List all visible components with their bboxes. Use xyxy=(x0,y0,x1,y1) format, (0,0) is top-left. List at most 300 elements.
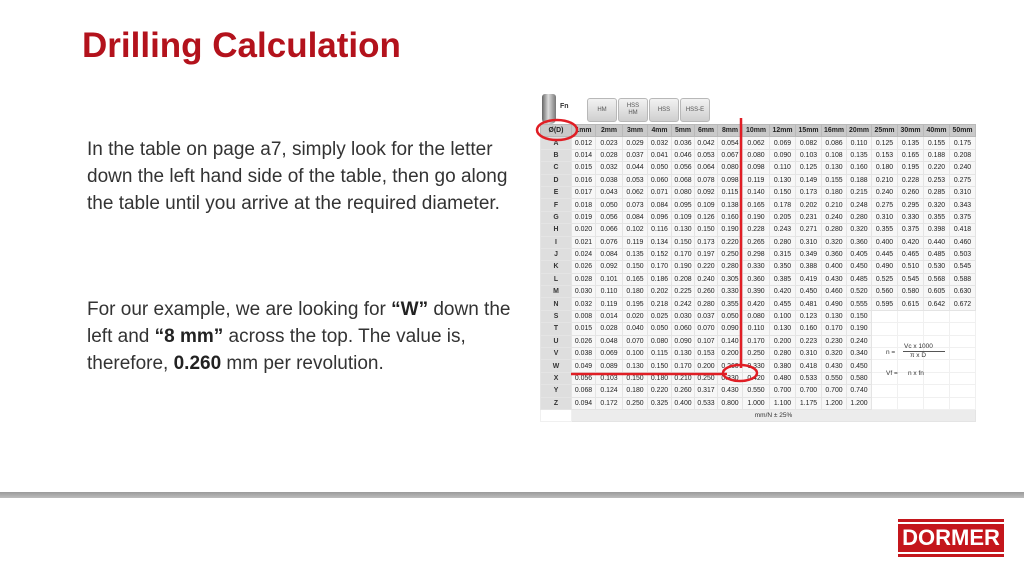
diameter-header: 12mm xyxy=(770,125,796,137)
table-row xyxy=(541,310,976,322)
feed-value-cell: 0.390 xyxy=(743,286,770,298)
feed-value-cell: 0.084 xyxy=(596,248,623,260)
feed-value-cell: 0.430 xyxy=(718,385,743,397)
feed-value-cell: 0.320 xyxy=(822,348,847,360)
feed-value-cell: 0.015 xyxy=(572,323,596,335)
feed-value-cell: 0.123 xyxy=(796,310,822,322)
row-letter: G xyxy=(541,211,572,223)
feed-value-cell: 0.155 xyxy=(924,137,950,149)
feed-value-cell: 0.135 xyxy=(898,137,924,149)
feed-value-cell: 0.038 xyxy=(596,174,623,186)
feed-value-cell: 0.126 xyxy=(695,211,718,223)
table-header-row xyxy=(541,125,976,137)
diameter-header: 1mm xyxy=(572,125,596,137)
feed-value-cell: 0.420 xyxy=(898,236,924,248)
feed-value-cell: 0.056 xyxy=(672,162,695,174)
feed-value-cell: 0.098 xyxy=(743,162,770,174)
empty-cell xyxy=(950,310,976,322)
feed-value-cell: 0.165 xyxy=(898,149,924,161)
row-letter: T xyxy=(541,323,572,335)
feed-value-cell: 0.062 xyxy=(743,137,770,149)
feed-value-cell: 0.125 xyxy=(796,162,822,174)
feed-value-cell: 0.580 xyxy=(898,286,924,298)
feed-value-cell: 0.170 xyxy=(743,335,770,347)
formula-numerator: Vc x 1000 xyxy=(904,343,933,350)
feed-value-cell: 0.032 xyxy=(648,137,672,149)
feed-value-cell: 0.056 xyxy=(596,211,623,223)
feed-value-cell: 0.490 xyxy=(822,298,847,310)
feed-value-cell: 0.021 xyxy=(572,236,596,248)
empty-cell xyxy=(898,310,924,322)
feed-value-cell: 0.110 xyxy=(743,323,770,335)
feed-value-cell: 0.208 xyxy=(672,273,695,285)
feed-value-cell: 0.242 xyxy=(672,298,695,310)
feed-value-cell: 0.349 xyxy=(796,248,822,260)
feed-value-cell: 0.215 xyxy=(847,186,872,198)
feed-value-cell: 1.200 xyxy=(822,397,847,409)
feed-value-cell: 0.605 xyxy=(924,286,950,298)
feed-value-cell: 0.067 xyxy=(718,149,743,161)
feed-value-cell: 0.069 xyxy=(596,348,623,360)
feed-value-cell: 0.545 xyxy=(898,273,924,285)
feed-value-cell: 0.481 xyxy=(796,298,822,310)
feed-value-cell: 0.094 xyxy=(572,397,596,409)
feed-value-cell: 0.330 xyxy=(743,360,770,372)
diameter-header: 4mm xyxy=(648,125,672,137)
feed-value-cell: 0.080 xyxy=(648,335,672,347)
feed-value-cell: 0.260 xyxy=(695,286,718,298)
example-diameter: “8 mm” xyxy=(154,326,224,347)
feed-value-cell: 0.200 xyxy=(770,335,796,347)
feed-value-cell: 0.098 xyxy=(718,174,743,186)
feed-value-cell: 0.029 xyxy=(623,137,648,149)
feed-value-cell: 0.188 xyxy=(847,174,872,186)
feed-value-cell: 0.046 xyxy=(672,149,695,161)
feed-value-cell: 0.020 xyxy=(623,310,648,322)
feed-value-cell: 0.026 xyxy=(572,261,596,273)
empty-cell xyxy=(898,385,924,397)
feed-value-cell: 0.150 xyxy=(770,186,796,198)
feed-value-cell: 0.420 xyxy=(743,372,770,384)
feed-value-cell: 0.155 xyxy=(822,174,847,186)
example-text-1: For our example, we are looking for xyxy=(87,299,392,320)
table-row xyxy=(541,286,976,298)
feed-value-cell: 0.253 xyxy=(924,174,950,186)
feed-value-cell: 0.503 xyxy=(950,248,976,260)
feed-value-cell: 0.050 xyxy=(718,310,743,322)
feed-value-cell: 0.310 xyxy=(796,236,822,248)
feed-value-cell: 0.008 xyxy=(572,310,596,322)
feed-value-cell: 0.280 xyxy=(718,261,743,273)
feed-value-cell: 0.170 xyxy=(672,248,695,260)
feed-value-cell: 0.019 xyxy=(572,211,596,223)
feed-value-cell: 1.175 xyxy=(796,397,822,409)
feed-value-cell: 0.180 xyxy=(623,286,648,298)
row-letter: J xyxy=(541,248,572,260)
row-letter: F xyxy=(541,199,572,211)
feed-value-cell: 0.044 xyxy=(623,162,648,174)
material-tab: HSS-E xyxy=(680,98,710,122)
table-row xyxy=(541,199,976,211)
feed-value-cell: 0.223 xyxy=(796,335,822,347)
feed-value-cell: 0.388 xyxy=(796,261,822,273)
feed-value-cell: 0.520 xyxy=(847,286,872,298)
feed-value-cell: 0.124 xyxy=(596,385,623,397)
feed-value-cell: 0.089 xyxy=(596,360,623,372)
feed-value-cell: 0.285 xyxy=(924,186,950,198)
feed-value-cell: 0.630 xyxy=(950,286,976,298)
feed-value-cell: 0.115 xyxy=(648,348,672,360)
table-footer-row xyxy=(541,409,976,421)
feed-value-cell: 0.130 xyxy=(770,323,796,335)
feed-value-cell: 0.450 xyxy=(796,286,822,298)
feed-value-cell: 0.119 xyxy=(743,174,770,186)
diameter-header: 3mm xyxy=(623,125,648,137)
feed-value-cell: 0.240 xyxy=(847,335,872,347)
feed-value-cell: 0.115 xyxy=(718,186,743,198)
diameter-header: 20mm xyxy=(847,125,872,137)
feed-value-cell: 0.150 xyxy=(623,261,648,273)
feed-value-cell: 0.228 xyxy=(898,174,924,186)
row-letter: B xyxy=(541,149,572,161)
feed-value-cell: 0.250 xyxy=(695,372,718,384)
feed-value-cell: 0.310 xyxy=(796,348,822,360)
table-row xyxy=(541,323,976,335)
feed-value-cell: 0.330 xyxy=(718,286,743,298)
feed-value-cell: 0.053 xyxy=(623,174,648,186)
feed-value-cell: 0.125 xyxy=(872,137,898,149)
feed-value-cell: 0.200 xyxy=(718,348,743,360)
feed-value-cell: 0.325 xyxy=(648,397,672,409)
feed-value-cell: 0.310 xyxy=(872,211,898,223)
example-result-value: 0.260 xyxy=(173,353,222,374)
feed-value-cell: 0.130 xyxy=(770,174,796,186)
feed-value-cell: 0.084 xyxy=(648,199,672,211)
row-letter: Y xyxy=(541,385,572,397)
feed-value-cell: 0.084 xyxy=(623,211,648,223)
feed-value-cell: 0.250 xyxy=(743,348,770,360)
feed-value-cell: 0.101 xyxy=(596,273,623,285)
feed-value-cell: 0.028 xyxy=(596,149,623,161)
row-letter: M xyxy=(541,286,572,298)
feed-value-cell: 0.295 xyxy=(898,199,924,211)
feed-value-cell: 0.090 xyxy=(672,335,695,347)
feed-value-cell: 0.103 xyxy=(796,149,822,161)
table-row xyxy=(541,397,976,409)
feed-value-cell: 0.360 xyxy=(822,248,847,260)
feed-value-cell: 0.130 xyxy=(672,348,695,360)
feed-value-cell: 0.041 xyxy=(648,149,672,161)
feed-value-cell: 0.275 xyxy=(950,174,976,186)
feed-value-cell: 0.450 xyxy=(847,360,872,372)
feed-value-cell: 0.037 xyxy=(695,310,718,322)
feed-value-cell: 0.069 xyxy=(770,137,796,149)
feed-value-cell: 0.068 xyxy=(672,174,695,186)
feed-value-cell: 0.642 xyxy=(924,298,950,310)
feed-value-cell: 0.190 xyxy=(743,211,770,223)
material-tab: HSS xyxy=(649,98,679,122)
feed-value-cell: 0.530 xyxy=(924,261,950,273)
feed-value-cell: 0.385 xyxy=(770,273,796,285)
feed-value-cell: 0.138 xyxy=(718,199,743,211)
feed-value-cell: 0.220 xyxy=(718,236,743,248)
feed-value-cell: 0.180 xyxy=(648,372,672,384)
feed-value-cell: 0.178 xyxy=(770,199,796,211)
feed-value-cell: 0.315 xyxy=(770,248,796,260)
diameter-header: 15mm xyxy=(796,125,822,137)
feed-value-cell: 0.200 xyxy=(695,360,718,372)
row-letter: I xyxy=(541,236,572,248)
diameter-header: 40mm xyxy=(924,125,950,137)
row-letter: D xyxy=(541,174,572,186)
feed-value-cell: 0.450 xyxy=(847,261,872,273)
feed-value-cell: 0.012 xyxy=(572,137,596,149)
feed-value-cell: 0.070 xyxy=(623,335,648,347)
feed-value-cell: 1.100 xyxy=(770,397,796,409)
example-letter-w: “W” xyxy=(391,299,429,320)
diameter-header: 25mm xyxy=(872,125,898,137)
example-text-3: across the top. The value is, therefore, xyxy=(87,326,466,374)
feed-value-cell: 0.195 xyxy=(898,162,924,174)
feed-value-cell: 0.070 xyxy=(695,323,718,335)
feed-value-cell: 0.343 xyxy=(950,199,976,211)
feed-value-cell: 0.108 xyxy=(822,149,847,161)
feed-value-cell: 0.080 xyxy=(672,186,695,198)
feed-value-cell: 0.740 xyxy=(847,385,872,397)
feed-value-cell: 0.672 xyxy=(950,298,976,310)
feed-value-cell: 0.533 xyxy=(796,372,822,384)
empty-cell xyxy=(541,409,572,421)
feed-value-cell: 0.140 xyxy=(743,186,770,198)
feed-value-cell: 0.078 xyxy=(695,174,718,186)
feed-value-cell: 0.130 xyxy=(822,162,847,174)
feed-value-cell: 0.525 xyxy=(872,273,898,285)
empty-cell xyxy=(950,323,976,335)
table-row xyxy=(541,248,976,260)
feed-value-cell: 0.092 xyxy=(596,261,623,273)
feed-value-cell: 0.020 xyxy=(572,224,596,236)
feed-value-cell: 0.048 xyxy=(596,335,623,347)
feed-value-cell: 0.028 xyxy=(572,273,596,285)
feed-value-cell: 0.360 xyxy=(847,236,872,248)
empty-cell xyxy=(924,323,950,335)
feed-value-cell: 0.110 xyxy=(770,162,796,174)
feed-value-cell: 0.240 xyxy=(872,186,898,198)
feed-value-cell: 0.210 xyxy=(872,174,898,186)
feed-value-cell: 0.380 xyxy=(770,360,796,372)
feed-value-cell: 0.400 xyxy=(872,236,898,248)
feed-value-cell: 0.271 xyxy=(796,224,822,236)
feed-value-cell: 0.317 xyxy=(695,385,718,397)
feed-value-cell: 0.545 xyxy=(950,261,976,273)
empty-cell xyxy=(924,310,950,322)
row-letter: W xyxy=(541,360,572,372)
feed-value-cell: 0.220 xyxy=(695,261,718,273)
feed-value-cell: 0.107 xyxy=(695,335,718,347)
feed-value-cell: 0.160 xyxy=(796,323,822,335)
feed-value-cell: 0.320 xyxy=(822,236,847,248)
feed-value-cell: 0.460 xyxy=(950,236,976,248)
feed-value-cell: 0.330 xyxy=(898,211,924,223)
feed-value-cell: 0.310 xyxy=(950,186,976,198)
feed-value-cell: 0.240 xyxy=(822,211,847,223)
feed-value-cell: 0.228 xyxy=(743,224,770,236)
feed-value-cell: 0.028 xyxy=(596,323,623,335)
feed-value-cell: 0.210 xyxy=(672,372,695,384)
feed-value-cell: 0.800 xyxy=(718,397,743,409)
feed-value-cell: 0.090 xyxy=(718,323,743,335)
feed-value-cell: 0.330 xyxy=(718,372,743,384)
fn-label: Fn xyxy=(560,103,569,110)
feed-value-cell: 0.580 xyxy=(847,372,872,384)
feed-value-cell: 0.110 xyxy=(847,137,872,149)
feed-value-cell: 0.420 xyxy=(743,298,770,310)
table-row xyxy=(541,273,976,285)
feed-value-cell: 0.190 xyxy=(847,323,872,335)
table-row xyxy=(541,186,976,198)
material-tab: HM xyxy=(587,98,617,122)
row-letter: E xyxy=(541,186,572,198)
feed-value-cell: 0.700 xyxy=(796,385,822,397)
feed-value-cell: 0.355 xyxy=(924,211,950,223)
diameter-header: 6mm xyxy=(695,125,718,137)
feed-value-cell: 0.420 xyxy=(770,286,796,298)
row-letter: X xyxy=(541,372,572,384)
feed-value-cell: 0.032 xyxy=(572,298,596,310)
feed-value-cell: 0.568 xyxy=(924,273,950,285)
feed-value-cell: 0.103 xyxy=(596,372,623,384)
feed-value-cell: 0.152 xyxy=(648,248,672,260)
feed-value-cell: 0.150 xyxy=(648,360,672,372)
feed-value-cell: 0.170 xyxy=(648,261,672,273)
feed-value-cell: 0.419 xyxy=(796,273,822,285)
formula-vf-expression: n x fn xyxy=(908,370,924,377)
feed-value-cell: 0.026 xyxy=(572,335,596,347)
feed-value-cell: 0.175 xyxy=(950,137,976,149)
feed-value-cell: 0.220 xyxy=(924,162,950,174)
feed-value-cell: 0.130 xyxy=(822,310,847,322)
feed-value-cell: 0.130 xyxy=(672,224,695,236)
row-letter: U xyxy=(541,335,572,347)
feed-value-cell: 0.134 xyxy=(648,236,672,248)
feed-value-cell: 0.030 xyxy=(672,310,695,322)
feed-value-cell: 0.064 xyxy=(695,162,718,174)
empty-cell xyxy=(872,310,898,322)
diameter-corner-header: Ø(D) xyxy=(541,125,572,137)
feed-value-cell: 0.320 xyxy=(924,199,950,211)
feed-value-cell: 0.170 xyxy=(822,323,847,335)
feed-value-cell: 0.240 xyxy=(695,273,718,285)
feed-value-cell: 0.150 xyxy=(847,310,872,322)
feed-value-cell: 0.140 xyxy=(718,335,743,347)
feed-value-cell: 0.240 xyxy=(950,162,976,174)
feed-value-cell: 0.023 xyxy=(596,137,623,149)
formula-n-label: n = xyxy=(886,349,896,356)
feed-value-cell: 0.405 xyxy=(847,248,872,260)
diameter-header: 30mm xyxy=(898,125,924,137)
row-letter: V xyxy=(541,348,572,360)
feed-value-cell: 0.109 xyxy=(672,211,695,223)
table-row xyxy=(541,162,976,174)
feed-value-cell: 0.265 xyxy=(743,236,770,248)
diameter-header: 10mm xyxy=(743,125,770,137)
feed-value-cell: 0.208 xyxy=(950,149,976,161)
feed-value-cell: 0.260 xyxy=(898,186,924,198)
table-row xyxy=(541,298,976,310)
feed-value-cell: 0.360 xyxy=(743,273,770,285)
slide-title: Drilling Calculation xyxy=(82,26,401,65)
feed-value-cell: 0.042 xyxy=(695,137,718,149)
feed-value-cell: 0.109 xyxy=(695,199,718,211)
feed-value-cell: 0.248 xyxy=(847,199,872,211)
feed-value-cell: 0.615 xyxy=(898,298,924,310)
feed-value-cell: 0.250 xyxy=(718,248,743,260)
example-text-4: mm per revolution. xyxy=(221,353,384,374)
feed-value-cell: 0.430 xyxy=(822,273,847,285)
dormer-logo xyxy=(898,519,1004,557)
feed-value-cell: 0.017 xyxy=(572,186,596,198)
feed-value-cell: 0.135 xyxy=(847,149,872,161)
feed-value-cell: 0.555 xyxy=(847,298,872,310)
feed-value-cell: 0.220 xyxy=(648,385,672,397)
feed-value-cell: 0.280 xyxy=(770,236,796,248)
feed-value-cell: 0.250 xyxy=(623,397,648,409)
feed-value-cell: 0.150 xyxy=(623,372,648,384)
empty-cell xyxy=(924,385,950,397)
feed-value-cell: 0.197 xyxy=(695,248,718,260)
feed-value-cell: 0.588 xyxy=(950,273,976,285)
feed-value-cell: 0.225 xyxy=(672,286,695,298)
feed-value-cell: 0.202 xyxy=(648,286,672,298)
example-paragraph xyxy=(87,296,527,377)
feed-value-cell: 0.180 xyxy=(822,186,847,198)
instruction-paragraph: In the table on page a7, simply look for the letter down the left hand side of the table, then go along the table until you arrive at the required diameter. xyxy=(87,139,508,214)
feed-value-cell: 0.400 xyxy=(822,261,847,273)
empty-cell xyxy=(950,397,976,409)
empty-cell xyxy=(872,323,898,335)
feed-value-cell: 0.102 xyxy=(623,224,648,236)
feed-value-cell: 0.243 xyxy=(770,224,796,236)
feed-value-cell: 0.073 xyxy=(623,199,648,211)
feed-value-cell: 0.700 xyxy=(770,385,796,397)
feed-value-cell: 0.170 xyxy=(672,360,695,372)
feed-value-cell: 0.165 xyxy=(623,273,648,285)
feed-value-cell: 0.015 xyxy=(572,162,596,174)
feed-value-cell: 0.165 xyxy=(743,199,770,211)
feed-value-cell: 0.700 xyxy=(822,385,847,397)
feed-value-cell: 0.460 xyxy=(822,286,847,298)
feed-value-cell: 0.090 xyxy=(770,149,796,161)
feed-value-cell: 0.149 xyxy=(796,174,822,186)
diameter-header: 16mm xyxy=(822,125,847,137)
formula-box xyxy=(881,342,979,384)
feed-value-cell: 0.160 xyxy=(847,162,872,174)
feed-value-cell: 0.014 xyxy=(596,310,623,322)
feed-value-cell: 0.550 xyxy=(743,385,770,397)
formula-denominator: π x D xyxy=(910,352,927,359)
feed-value-cell: 0.480 xyxy=(770,372,796,384)
table-row xyxy=(541,385,976,397)
feed-value-cell: 0.050 xyxy=(648,162,672,174)
feed-value-cell: 0.275 xyxy=(872,199,898,211)
feed-value-cell: 0.014 xyxy=(572,149,596,161)
feed-value-cell: 0.068 xyxy=(572,385,596,397)
feed-value-cell: 0.398 xyxy=(924,224,950,236)
feed-value-cell: 0.490 xyxy=(872,261,898,273)
feed-value-cell: 0.173 xyxy=(695,236,718,248)
row-letter: H xyxy=(541,224,572,236)
feed-value-cell: 0.205 xyxy=(770,211,796,223)
